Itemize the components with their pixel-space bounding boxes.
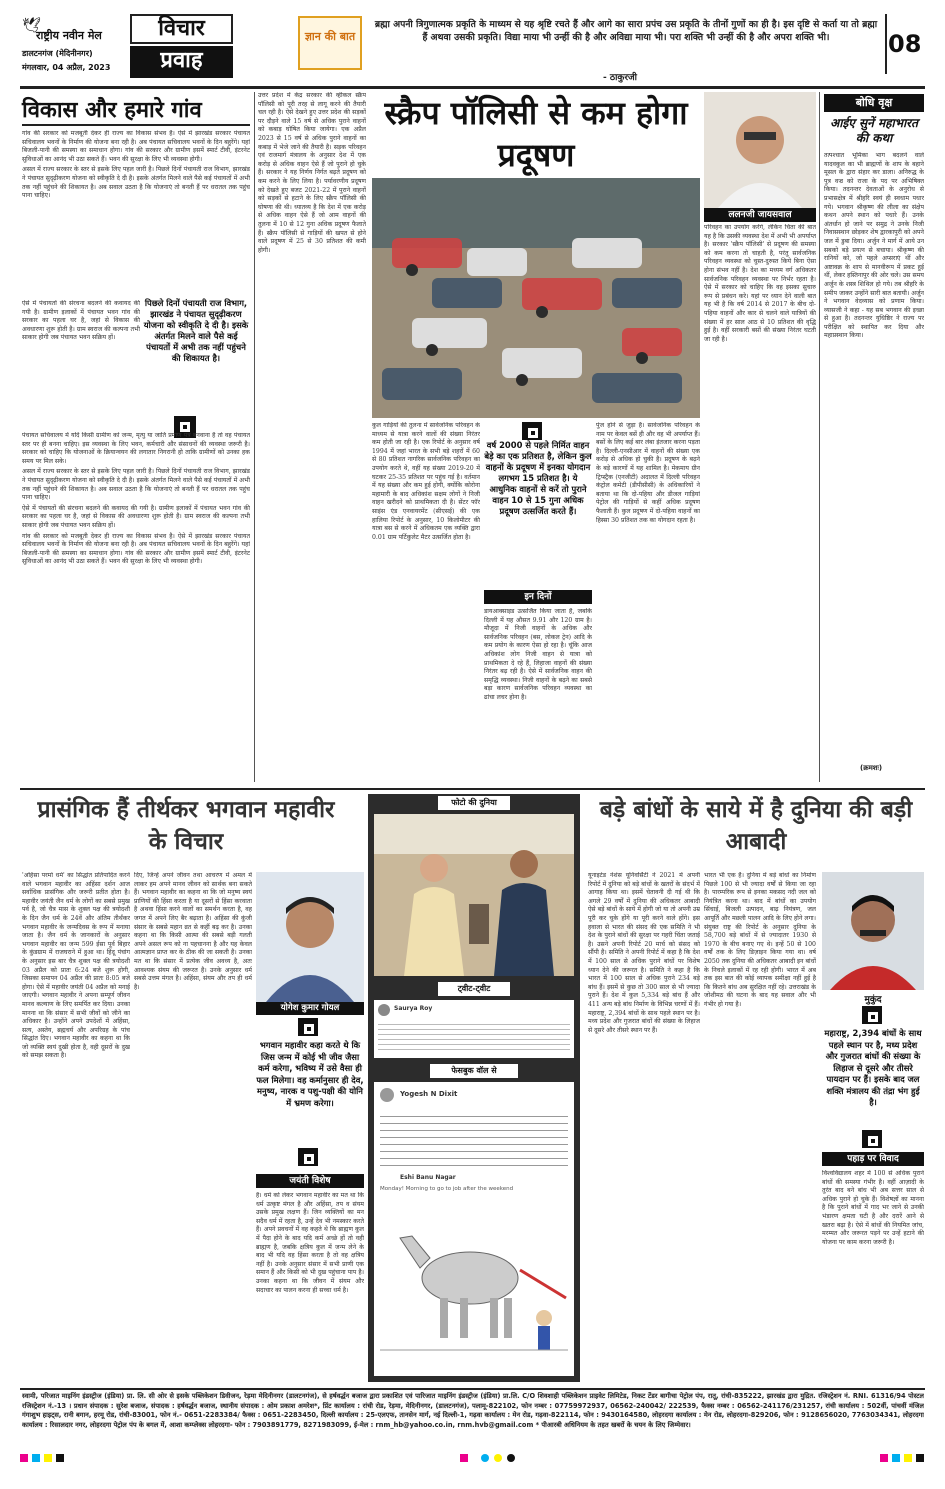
footer-rule bbox=[20, 1388, 925, 1390]
footer-imprint: स्वामी, परिजात माइनिंग इंडस्ट्रीज (इंडिया) प्रा. लि. सी ओर से इसके पब्लिकेशन डिवीजन, रेड़मा मेदिनीनगर (डालटनगंज), से हर्षवर्द्धन बजाज द्वारा प्रकाशित एवं पारिजात माइनिंग इंडस्ट्रीज (इंडिया) प्रा.लि. C/O शिवशाही पब्लिकेशन प्राइवेट लिमिटेड, निकट टेंडर बागीचा पेट्रोल पंप, रातू, रांची-835222, झारखंड द्वारा मुद्रित. रजिस्ट्रेशन नं. RNI. 61316/94 पोस्टल रजिस्ट्रेशन नं.-13 । प्रधान संपादक : सुरेश बजाज, संपादक : हर्षवर्द्धन बजाज, स्थानीय संपादक : ओम प्रकाश अमरेश*, प्रिंट कार्यालय : रांची रोड, रेड़मा, मेदिनीनगर, (डालटनगंज), पलामू-822102, फोन नम्बर : 07759972937, 06562-240042/ 222539, फैक्स नम्बर : 06562-241176/231257, रांची कार्यालय : 502वीं, पांचवीं मंजिल गंगाशुभ हाइट्स, रानी बगान, हरमू रोड, रांची-83001, फोन नं.- 0651-2283384/ फैक्स : 0651-2283450, दिल्ली कार्यालय : 25-एलएफ, तानसेन मार्ग, नई दिल्ली-1, गढ़वा कार्यालय : मेन रोड, गढ़वा-822114, फोन : 9430164580, लोहरदगा कार्यालय : मेन रोड, लोहरदगा-829206, फोन : 9128656020, 7763034341, लोहरदगा कार्यालय : रिसालदार नगर, लोहरदगा पेट्रोल पंप के बगल में, आशा कम्प्लेक्स लोहरदगा- फोन : 7903891779, 8271983099, ई-मेल : rnm_hb@yahoo.co.in, rnm.hvb@gmail.com * पीआरबी अधिनियम के तहत खबरों के चयन के लिए जिम्मेवार। bbox=[22, 1392, 924, 1429]
column-divider bbox=[254, 92, 255, 782]
scrap-author: ललनजी जायसवाल bbox=[704, 208, 816, 222]
tweet-user: Saurya Roy bbox=[394, 1005, 433, 1012]
mahavir-body: 'अहिंसा परमो धर्म' का सिद्धांत प्रतिपादित करने वाले भगवान महावीर का अहिंसा दर्शन आज सर्वाधिक प्रासंगिक और जरूरी प्रतीत होता है। महावीर जयंती जैन धर्म के लोगों का सबसे प्रमुख पर्व है, जो चैत्र मास के शुक्ल पक्ष की त्रयोदशी के दिन जैन धर्म के 24वें और अंतिम तीर्थंकर भगवान महावीर के जन्मदिवस के रूप में मनाया जाता है। जैन धर्म के जानकारों के अनुसार भगवान महावीर का जन्म 599 ईसा पूर्व बिहार के कुंडग्राम में राजघराने में हुआ था। हिंदू पंचांग के अनुसार इस बार चैत्र शुक्ल पक्ष की त्रयोदशी 03 अप्रैल को प्रातः 6:24 बजे शुरू होगी, जिसका समापन 04 अप्रैल की प्रातः 8:05 बजे होगा। ऐसे में महावीर जयंती 04 अप्रैल को मनाई जाएगी। भगवान महावीर ने अपना सम्पूर्ण जीवन मानव कल्याण के लिए समर्पित कर दिया। उनका मानना था कि संसार में सभी जीवों को जीने का अधिकार है। उन्होंने अपने उपदेशों में अहिंसा, सत्य, अस्तेय, ब्रह्मचर्य और अपरिग्रह के पांच सिद्धांत दिए। भगवान महावीर का कहना था कि जो व्यक्ति स्वयं दुखी होता है, वही दूसरों के दुख को समझ सकता है। bbox=[22, 872, 130, 1060]
scrap-col-a: उत्तर प्रदेश में केंद्र सरकार की व्हीकल स्क्रैप पॉलिसी को पूरी तरह से लागू करने की तैयारी चल रही है। ऐसे देखने हुए उत्तर प्रदेश की सड़कों पर दौड़ने वाले 15 वर्ष से अधिक पुराने वाहनों को कबाड़ घोषित किया जायेगा। एक अप्रैल 2023 से 15 वर्ष से अधिक पुराने वाहनों का कबाड़ में भेजे जाने की तैयारी है। सड़क परिवहन एवं राजमार्ग मंत्रालय के अनुसार देश में एक करोड़ से अधिक वाहन ऐसे हैं जो पुराने हो चुके हैं। सरकार ने यह निर्णय निर्गत बढ़ते प्रदूषण को कम करने के लिए लिया है। पर्यावरणीय प्रदूषण को देखते हुए बजट 2021-22 में पुराने वाहनों को सड़कों से हटाने के लिए स्क्रैप पॉलिसी की घोषणा की थी। ध्यातव्य है कि देश में एक करोड़ से अधिक वाहन ऐसे हैं जो आम वाहनों की तुलना में 10 से 12 गुना अधिक प्रदूषण फैलाते हैं। स्क्रैप पॉलिसी से गाड़ियों की खपत से होने वाले प्रदूषण में 25 से 30 प्रतिशत की कमी होगी। bbox=[258, 92, 366, 254]
dams-body-2: भारत भी एक है। दुनिया में बड़े बांधों का निर्माण पिछले 100 से भी ज्यादा वर्षों से किया जा रहा है। पारम्परिक रूप से इनका मकसद नदी जल को नियंत्रित करना था। बाद में बांधों का उपयोग सिंचाई, बिजली उत्पादन, बाढ़ नियंत्रण, जल आपूर्ति और मछली पालन आदि के लिए होने लगा। संयुक्त राष्ट्र की रिपोर्ट के अनुसार दुनिया के 58,700 बड़े बांधों में से ज्यादातर 1930 से 1970 के बीच बनाए गए थे। इन्हें 50 से 100 वर्षों तक के लिए डिज़ाइन किया गया था। वर्ष 2050 तक दुनिया की अधिकतर आबादी इन बांधों के निचले इलाकों में रह रही होगी। भारत में अब तक इस बात की कोई व्यापक समीक्षा नहीं हुई है कि कितने बांध अब सुरक्षित नहीं रहे। उत्तराखंड के जोशीमठ की घटना के बाद यह सवाल और भी गंभीर हो गया है। bbox=[704, 872, 816, 1008]
gyan-label: ज्ञान की बात bbox=[304, 30, 356, 43]
fb-post-text bbox=[380, 1110, 568, 1166]
author-photo-mukund bbox=[822, 872, 924, 990]
section-title-bottom: प्रवाह bbox=[130, 46, 233, 78]
author-photo-yogesh bbox=[256, 872, 364, 1002]
mahavir-sub-label: जयंती विशेष bbox=[256, 1174, 364, 1188]
car-pile-illustration bbox=[372, 178, 700, 418]
mahavir-title: प्रासंगिक हैं तीर्थकर भगवान महावीर के विचार bbox=[37, 797, 335, 855]
editorial-title-rule bbox=[22, 124, 250, 126]
mahavir-author: योगेश कुमार गोयल bbox=[256, 1002, 364, 1015]
qr-code-icon bbox=[862, 1130, 882, 1148]
gyan-badge bbox=[298, 16, 362, 70]
scrap-inset-label: इन दिनों bbox=[484, 590, 592, 604]
editorial-paragraph: असल में राज्य सरकार के स्तर से इसके लिए पहल जारी है। पिछले दिनों पंचायती राज विभाग, झारखंड ने पंचायत सुदृढ़ीकरण योजना को स्वीकृति दे दी है। इसके अंतर्गत मिलने वाले पैसे कई पंचायतों में अभी तक नहीं पहुंचने की शिकायत है। अब सवाल उठता है कि योजनाएं तो बनती हैं पर धरातल तक पहुंच पाना चाहिए। bbox=[22, 468, 250, 502]
paper-logo-icon: 🕊 bbox=[22, 16, 42, 34]
author-photo-lalan bbox=[704, 92, 816, 208]
qr-code-icon bbox=[522, 422, 542, 440]
mahavir-body-3: है। धर्म को लेकर भगवान महावीर का मत था कि धर्म उत्कृष्ट मंगल है और अहिंसा, तप व संयम उसके प्रमुख लक्षण हैं। जिन व्यक्तियों का मन सदैव धर्म में रहता है, उन्हें देव भी नमस्कार करते हैं। अपने प्रवचनों में वह कहते थे कि ब्राह्मण कुल में पैदा होने के बाद यदि कर्म अच्छे हों तो वही ब्राह्मण है, जबकि क्षत्रिय कुल में जन्म लेने के बाद भी यदि वह हिंसा करता है तो वह क्षत्रिय नहीं है। उनके अनुसार संसार में सभी प्राणी एक समान हैं और किसी को भी दुख पहुंचाना पाप है। उनका कहना था कि जीवन में संयम और सदाचार का पालन करना ही सच्चा धर्म है। bbox=[256, 1192, 364, 1294]
bodhi-credit: (क्रमशः) bbox=[860, 764, 883, 772]
scrap-pull-quote: वर्ष 2000 से पहले निर्मित वाहन बेड़े का एक प्रतिशत है, लेकिन कुल वाहनों के प्रदूषण में इनका योगदान लगभग 15 प्रतिशत है। ये आधुनिक वाहनों से करें तो पुराने वाहन 10 से 15 गुना अधिक प्रदूषण उत्सर्जित करते हैं। bbox=[484, 440, 592, 516]
editorial-paragraph: ऐसे में पंचायतों की संरचना बदलने की कवायद की गयी है। ग्रामीण इलाकों में पंचायत भवन गांव की सरकार का पहला घर है, जहां से विकास की अवधारणा शुरू होती है। ग्राम स्वराज की कल्पना तभी साकार होगी जब पंचायत भवन सक्रिय हों। bbox=[22, 504, 250, 529]
dams-body: यूनाइटेड नेशंस यूनिवर्सिटी ने 2021 में अपनी रिपोर्ट में दुनिया को बड़े बांधों के खतरों के संदर्भ में आगाह किया था। इसमें चेतावनी दी गई थी कि अगले 29 वर्षों में दुनिया की अधिकतर आबादी ऐसे बड़े बांधों के साये में होगी जो या तो अपनी उम्र पूरी कर चुके होंगे या पूरी करने वाले होंगे। इस हवाला से भारत की संसद की एक समिति ने भी देश के पुराने बांधों की सुरक्षा पर गहरी चिंता जताई है। उसने अपनी रिपोर्ट 20 मार्च को संसद को सौंपी है। समिति ने अपनी रिपोर्ट में कहा है कि देश में 100 साल से अधिक पुराने बांधों पर विशेष ध्यान देने की जरूरत है। समिति ने कहा है कि भारत में 100 साल से अधिक पुराने 234 बड़े बांध हैं। इसमें से कुछ तो 300 साल से भी ज्यादा पुराने हैं। देश में कुल 5,334 बड़े बांध हैं और 411 अन्य बड़े बांध निर्माण के विभिन्न चरणों में हैं। महाराष्ट्र, 2,394 बांधों के साथ पहले स्थान पर है। मध्य प्रदेश और गुजरात बांधों की संख्या के लिहाज से दूसरे और तीसरे स्थान पर हैं। bbox=[588, 872, 700, 1034]
mahavir-pull-quote: भगवान महावीर कहा करते थे कि जिस जन्म में कोई भी जीव जैसा कर्म करेगा, भविष्य में उसे वैसा ही फल मिलेगा। वह कर्मानुसार ही देव, मनुष्य, नारक व पशु-पक्षी की योनि में भ्रमण करेगा। bbox=[256, 1040, 364, 1108]
editorial-paragraph: असल में राज्य सरकार के स्तर से इसके लिए पहल जारी है। पिछले दिनों पंचायती राज विभाग, झारखंड ने पंचायत सुदृढ़ीकरण योजना को स्वीकृति दे दी है। इसके अंतर्गत मिलने वाले पैसे कई पंचायतों में अभी तक नहीं पहुंचने की शिकायत है। अब सवाल उठता है कि योजनाएं तो बनती हैं पर धरातल तक पहुंच पाना चाहिए। bbox=[22, 166, 250, 200]
quote-author: - ठाकुरजी bbox=[602, 73, 638, 83]
photo-panel-label: फोटो की दुनिया bbox=[438, 796, 510, 810]
donkey-cartoon-image bbox=[380, 1198, 568, 1370]
color-registration-bar bbox=[20, 1450, 925, 1464]
editorial-paragraph: ऐसे में पंचायतों की संरचना बदलने की कवायद की गयी है। ग्रामीण इलाकों में पंचायत भवन गांव की सरकार का पहला घर है, जहां से विकास की अवधारणा शुरू होती है। ग्राम स्वराज की कल्पना तभी साकार होगी जब पंचायत भवन सक्रिय हों। bbox=[22, 300, 140, 342]
tweet-panel-label: ट्वीट-ट्वीट bbox=[438, 982, 510, 996]
tweet-card bbox=[374, 1000, 574, 1058]
tweet-avatar bbox=[378, 1004, 390, 1016]
section-rule bbox=[20, 788, 925, 790]
masthead-rule bbox=[20, 86, 925, 89]
fb-sub-user: Eshi Banu Nagar bbox=[400, 1174, 456, 1181]
page-number: 08 bbox=[888, 30, 922, 58]
facebook-panel-label: फेसबुक वॉल से bbox=[430, 1064, 518, 1078]
editorial-paragraph: गांव की सरकार को मजबूती देकर ही राज्य का विकास संभव है। ऐसे में झारखंड सरकार पंचायत सचिवालय भवनों के निर्माण की योजना बना रही है। अब पंचायत सचिवालय भवनों के दिन बहुरेंगे। यहां बिजली-पानी की समस्या का समाधान होगा। गांव की सरकार और ग्रामीण इसमें स्मार्ट टीवी, इंटरनेट सुविधाओं का आनंद भी उठा सकते हैं। भवन की सुरक्षा के लिए भी व्यवस्था होगी। bbox=[22, 130, 250, 163]
fb-caption: Monday! Morning to go to job after the weekend bbox=[380, 1186, 514, 1192]
scrap-col-e: परिवहन का उपयोग करेंगे, लेकिन चिंता की बात यह है कि उसकी व्यवस्था देश में अभी भी अपर्याप्त है। सरकार 'स्क्रैप पॉलिसी' से प्रदूषण की समस्या को कम करना तो चाहती है, परंतु सार्वजनिक परिवहन व्यवस्था को चुस्त-दुरुस्त किये बिना ऐसा होना संभव नहीं है। देश का मध्यम वर्ग अधिकतर सार्वजनिक परिवहन व्यवस्था पर निर्भर रहता है। ऐसे में सरकार को चाहिए कि वह इसका सुचारु रूप से प्रबंधन करे। यहां पर ध्यान देने वाली बात यह भी है कि वर्ष 2014 से 2017 के बीच दो-पहिया वाहनों और कार से चलने वाले यात्रियों की संख्या में हर साल आठ से 10 प्रतिशत की वृद्धि हुई है। वहीं सरकारी बसों की संख्या निरंतर घटती जा रही है। bbox=[704, 224, 816, 343]
dams-side-text: विश्वविद्यालय शहर में 100 से अधिक पुराने बांधों की समस्या गंभीर है। वहीं आज़ादी के तुरंत बाद बने बांध भी अब सत्तर साल से अधिक पुराने हो चुके हैं। विशेषज्ञों का मानना है कि पुराने बांधों में गाद भर जाने से उनकी भंडारण क्षमता घटी है और दरारें आने से खतरा बढ़ा है। ऐसे में बांधों की नियमित जांच, मरम्मत और जरूरत पड़ने पर उन्हें हटाने की योजना पर काम करना जरूरी है। bbox=[822, 1170, 924, 1246]
scrap-title: स्क्रैप पॉलिसी से कम होगा प्रदूषण bbox=[384, 94, 688, 174]
media-panel bbox=[368, 794, 580, 1382]
fb-avatar bbox=[380, 1088, 394, 1102]
editorial-body-3 bbox=[22, 432, 250, 782]
daily-quote: ब्रह्मा अपनी त्रिगुणात्मक प्रकृति के माध्यम से यह श्रृष्टि रचते हैं और आगे का सारा प्रपंच उस प्रकृति के तीनों गुणों का ही है। इस दृष्टि से कर्ता या तो ब्रह्मा हैं अथवा उसकी प्रकृति। विद्या माया भी उन्हीं की है और अविद्या माया भी। परा शक्ति भी उन्हीं की है और अपरा शक्ति भी। bbox=[374, 19, 878, 43]
dams-photo-caption: मुकुंद bbox=[864, 995, 882, 1005]
bodhi-section-label: बोधि वृक्ष bbox=[824, 94, 924, 112]
section-title-top: विचार bbox=[130, 14, 233, 44]
dams-title: बड़े बांधों के साये में है दुनिया की बड़ी आबादी bbox=[599, 797, 913, 855]
scrapped-cars-photo bbox=[372, 178, 700, 418]
qr-code-icon bbox=[862, 1006, 882, 1024]
celebrity-airport-photo bbox=[374, 814, 574, 976]
editorial-paragraph: पंचायत सचिवालय में यदि किसी ग्रामीण को जन्म, मृत्यु या जाति प्रमाण पत्र बनवाना है तो वह पंचायत स्तर पर ही बनना चाहिए। इस व्यवस्था के लिए भवन, कर्मचारी और संसाधनों की व्यवस्था जरूरी है। सरकार को चाहिए कि योजनाओं के क्रियान्वयन की लगातार निगरानी हो ताकि ग्रामीणों को उनका हक समय पर मिल सके। bbox=[22, 432, 250, 465]
qr-code-icon bbox=[298, 1148, 318, 1166]
column-divider bbox=[819, 92, 820, 782]
qr-code-icon bbox=[298, 1018, 318, 1036]
scrap-col-d: पुंज होने से जुड़ा है। सार्वजनिक परिवहन के नाम पर केवल बसें ही और वह भी अपर्याप्त हैं। बसों के लिए कई बार लंबा इंतजार करना पड़ता है। दिल्ली-एनसीआर में वाहनों की संख्या एक करोड़ से अधिक हो चुकी है। प्रदूषण के बढ़ने के बड़े कारणों में यह शामिल है। मेकमाय ग्रीन ट्रिप्स्ट्रैक (एनजीटी) अदालत में दिल्ली परिवहन कंट्रोल कमेटी (डीपीसीसी) के अधिकारियों ने बताया था कि दो-पहिया और डीजल गाड़ियां पेट्रोल की गाड़ियों से कहीं अधिक प्रदूषण फैलाती हैं। कुल प्रदूषण में दो-पहिया वाहनों का हिस्सा 30 प्रतिशत तक का योगदान रहता है। bbox=[596, 422, 700, 524]
scrap-col-b: कुल गाड़ियों की तुलना में सार्वजनिक परिवहन के माध्यम से यात्रा करने वालों की संख्या निरंतर कम होती जा रही है। एक रिपोर्ट के अनुसार वर्ष 1994 में जहां भारत के सभी बड़े शहरों में 60 से 80 प्रतिशत नागरिक सार्वजनिक परिवहन का उपयोग करते थे, वहीं यह संख्या 2019-20 में घटकर 25-35 प्रतिशत पर पहुंच गई है। वर्तमान में यह संख्या और कम हुई होगी, क्योंकि कोरोना महामारी के बाद अधिकांश सक्षम लोगों ने निजी वाहन खरीदने को प्राथमिकता दी है। सेंटर फॉर साइंस एंड एनवायरमेंट (सीएसई) की एक हालिया रिपोर्ट के अनुसार, 10 किलोमीटर की यात्रा बस से करने में अधिकतम एक व्यक्ति द्वारा 0.01 ग्राम पर्टिकुलेट मैटर उत्सर्जित होता है। bbox=[372, 422, 480, 541]
fb-user: Yogesh N Dixit bbox=[400, 1090, 458, 1098]
editorial-pull-quote: पिछले दिनों पंचायती राज विभाग, झारखंड ने पंचायत सुदृढ़ीकरण योजना को स्वीकृति दे दी है। इसके अंतर्गत मिलने वाले पैसे कई पंचायतों में अभी तक नहीं पहुंचने की शिकायत है। bbox=[143, 298, 249, 363]
tweet-text bbox=[378, 1020, 570, 1054]
editorial-title: विकास और हमारे गांव bbox=[22, 98, 202, 123]
bodhi-title: आईए सुनें महाभारत की कथा bbox=[830, 116, 918, 145]
paper-name: राष्ट्रीय नवीन मेल bbox=[36, 29, 102, 42]
mahavir-body-2: दिए, जिन्हें अपने जीवन तथा आचरण में अमल में लाकर हम अपने मानव जीवन को सार्थक बना सकते हैं। भगवान महावीर का कहना था कि जो मनुष्य स्वयं प्राणियों की हिंसा करता है या दूसरों से हिंसा करवाता है अथवा हिंसा करने वालों का समर्थन करता है, वह जगत में अपने लिए बैर बढ़ाता है। अहिंसा की कुंजी संसार के सबसे महान व्रत से कहीं बढ़ कर है। उनका कहना था कि किसी आत्मा की सबसे बड़ी गलती अपने असल रूप को ना पहचानना है और यह केवल आत्मज्ञान प्राप्त कर के ठीक की जा सकती है। उनका मत था कि संसार में प्रत्येक जीव अवध्य है, अतः आवश्यक संयम की जरूरत है। उनके अनुसार धर्म सबसे उत्तम मंगल है। अहिंसा, संयम और तप ही धर्म है। bbox=[134, 872, 252, 991]
editorial-body-2 bbox=[22, 300, 140, 428]
masthead-divider bbox=[885, 14, 887, 74]
dams-pull-quote: महाराष्ट्र, 2,394 बांधों के साथ पहले स्थान पर है, मध्य प्रदेश और गुजरात बांधों की संख्या के लिहाज से दूसरे और तीसरे पायदान पर हैं। इसके बाद जल शक्ति मंत्रालय की तंद्रा भंग हुई है। bbox=[824, 1028, 922, 1107]
dams-sub-label: पहाड़ पर विवाद bbox=[822, 1152, 924, 1166]
facebook-card bbox=[374, 1082, 574, 1376]
bodhi-body: तत्पश्चात भूमिका भाग बदलने वाले यादवकुल का भी ब्राह्मणों के शाप के बहाने मूसल के द्वारा संहार कर डाला। अनिरुद्ध के पुत्र वज्र को राजा के पद पर अभिषिक्त किया। तदनन्तर देवताओं के अनुरोध से प्रभासक्षेत्र में श्रीहरि स्वयं ही स्वधाम पधार गये। भगवान श्रीकृष्ण की लीला का संक्षेप कथन अपने स्थान को पधारे हैं। उनके अंतर्धान हो जाने पर समुद्र ने उनके निजी निवासस्थान छोड़कर शेष द्वारकापुरी को अपने जल में डुबा दिया। अर्जुन ने मार्ग में आये उन सबको बड़े प्रयत्न से बचाया। श्रीकृष्ण की रानियों को, जो पहले अप्सराएं थीं और अष्टावक्र के शाप से मानवीरूप में प्रकट हुई थीं, लेकर हस्तिनापुर की ओर चले। उस समय अर्जुन के शस्त्र शिथिल हो गये। तब श्रीहरि के समीप जाकर उन्होंने सारी बात बतायी। अर्जुन ने भगवान वेदव्यास को प्रणाम किया। व्यासजी ने कहा - यह सब भगवान की इच्छा से हुआ है। तदनन्तर युधिष्ठिर ने राज्य पर परीक्षित को स्थापित कर दिया और महाप्रस्थान किया। bbox=[824, 152, 924, 340]
issue-date: मंगलवार, 04 अप्रैल, 2023 bbox=[22, 63, 111, 72]
edition-name: डालटनगंज (मेदिनीनगर) bbox=[22, 49, 93, 58]
scrap-col-c: डायआक्साइड उत्सर्जित किया जाता है, जबकि दिल्ली में यह औसत 9.91 और 120 ग्राम है। मौजूदा में निजी वाहनों के अधिक और सार्वजनिक परिवहन (बस, लोकल ट्रेन) आदि के कम प्रयोग के कारण ऐसा हो रहा है। चूंकि आज अधिकांश लोग निजी वाहन से यात्रा को प्राथमिकता दे रहे हैं, लिहाजा वाहनों की संख्या निरंतर बढ़ रही है। ऐसे में सार्वजनिक वाहन की समृद्धि व्यवस्था। निजी वाहनों के बढ़ने का सबसे बड़ा कारण सार्वजनिक परिवहन व्यवस्था का ढांचा लचर होना है। bbox=[484, 608, 592, 701]
masthead bbox=[0, 0, 945, 86]
editorial-body-1 bbox=[22, 130, 250, 298]
editorial-paragraph: गांव की सरकार को मजबूती देकर ही राज्य का विकास संभव है। ऐसे में झारखंड सरकार पंचायत सचिवालय भवनों के निर्माण की योजना बना रही है। अब पंचायत सचिवालय भवनों के दिन बहुरेंगे। यहां बिजली-पानी की समस्या का समाधान होगा। गांव की सरकार और ग्रामीण इसमें स्मार्ट टीवी, इंटरनेट सुविधाओं का आनंद भी उठा सकते हैं। भवन की सुरक्षा के लिए भी व्यवस्था होगी। bbox=[22, 532, 250, 566]
